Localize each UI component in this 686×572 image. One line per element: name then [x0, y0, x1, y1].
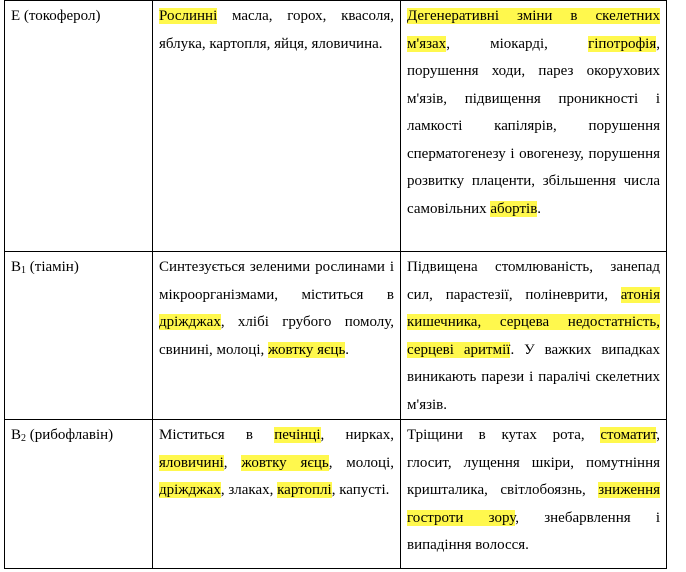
text-run: . У важких випадках виникають парези і паралічі скелетних м'язів. [407, 341, 660, 413]
highlighted-text: стоматит [600, 427, 657, 443]
highlighted-text: зниження гостроти зору [407, 482, 660, 526]
highlighted-text: Рослинні [159, 8, 218, 24]
text-run: , молоці, [328, 454, 394, 471]
vitamin-letter: В [11, 259, 22, 275]
table-row [5, 252, 667, 420]
sources-cell [153, 420, 401, 569]
text-run: Міститься в [159, 427, 275, 443]
highlighted-text: абортів [490, 200, 538, 217]
text-run: , порушення ходи, парез окорухових м'язів, підвищення проникності і ламкості капілярів, порушення сперматогенезу і овогенезу, порушення розвитку плаценти, збільшення числа самовільних [407, 35, 660, 217]
vitamin-letter: В [11, 427, 22, 443]
text-run: , капусті. [331, 482, 390, 498]
text-run: , міокарді, [446, 35, 589, 52]
text-run: Тріщини в кутах рота, [407, 427, 601, 443]
highlighted-text: дріжджах [159, 482, 221, 498]
highlighted-text: гіпотрофія [588, 35, 657, 52]
vitamin-subscript: 2 [21, 433, 27, 444]
sources-cell [153, 252, 401, 420]
highlighted-text: печінці [274, 427, 321, 443]
highlighted-text: жовтку яєць [241, 454, 329, 471]
deficiency-cell [401, 1, 667, 252]
text-run: , [223, 454, 242, 471]
sources-cell [153, 1, 401, 252]
text-run: , глосит, лущення шкіри, помутніння кришталика, світлобоязнь, [407, 427, 660, 498]
table-row [5, 420, 667, 569]
highlighted-text: атонія кишечника, серцева недостатність, серцеві аритмії [407, 286, 660, 358]
vitamin-name-cell [5, 1, 153, 252]
vitamin-table [4, 0, 667, 569]
text-run: . [537, 200, 542, 217]
highlighted-text: жовтку яєць [268, 341, 346, 358]
text-run: масла, горох, квасоля, яблука, картопля, яйця, яловичина. [159, 8, 394, 52]
highlighted-text: дріжджах [159, 314, 221, 330]
vitamin-chemical-name: (рибофлавін) [26, 427, 114, 443]
vitamin-chemical-name: (тіамін) [26, 259, 79, 275]
table-row [5, 1, 667, 252]
vitamin-name-cell [5, 252, 153, 420]
text-run: . [345, 341, 350, 358]
highlighted-text: Дегенеративні зміни в скелетних м'язах [407, 8, 660, 52]
deficiency-cell [401, 252, 667, 420]
text-run: , нирках, [320, 427, 395, 443]
deficiency-cell [401, 420, 667, 569]
text-run: Синтезується зеленими рослинами і мікроорганізмами, міститься в [159, 259, 394, 303]
highlighted-text: яловичині [159, 454, 224, 471]
vitamin-name: Е (токоферол) [11, 8, 101, 24]
text-run: , знебарвлення і випадіння волосся. [407, 509, 660, 553]
vitamin-name-cell [5, 420, 153, 569]
vitamin-subscript: 1 [21, 265, 27, 276]
text-run: , злаках, [220, 482, 278, 498]
highlighted-text: картоплі [277, 482, 332, 498]
text-run: , хлібі грубого помолу, свинині, молоці, [159, 314, 394, 358]
text-run: Підвищена стомлюваність, занепад сил, парастезії, поліневрити, [407, 259, 660, 303]
